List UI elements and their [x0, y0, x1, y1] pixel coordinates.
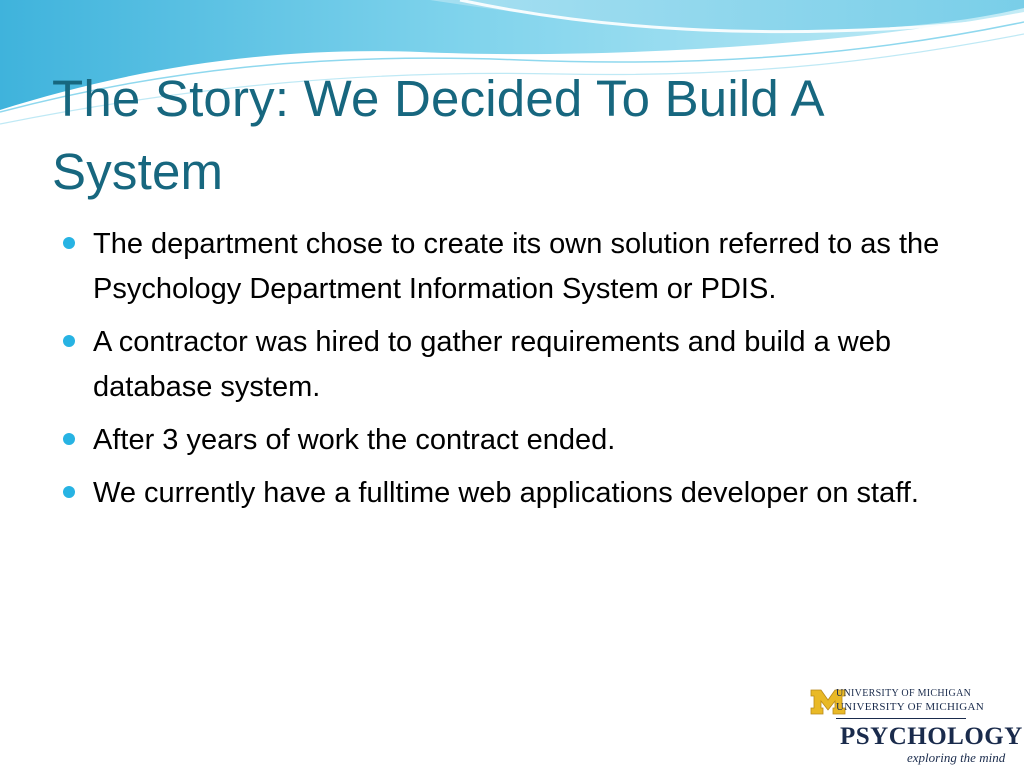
bullet-text: A contractor was hired to gather requirements and build a web database system. — [93, 326, 891, 403]
bullet-text: We currently have a fulltime web applications developer on staff. — [93, 477, 919, 509]
logo-institution: UNIVERSITY OF MICHIGAN — [836, 701, 984, 713]
bullet-text: The department chose to create its own solution referred to as the Psychology Department Information System or PDIS. — [93, 228, 940, 305]
bullet-item — [62, 471, 967, 516]
bullet-item — [62, 418, 967, 463]
logo-institution-small: UNIVERSITY OF MICHIGAN — [836, 688, 972, 699]
logo-divider — [836, 718, 966, 719]
bullet-dot-icon — [63, 486, 75, 498]
bullet-dot-icon — [63, 335, 75, 347]
bullet-dot-icon — [63, 433, 75, 445]
bullet-dot-icon — [63, 237, 75, 249]
bullet-list — [62, 222, 967, 524]
logo-department: PSYCHOLOGY — [840, 723, 1023, 750]
slide-title: The Story: We Decided To Build A System — [52, 70, 822, 200]
bullet-item — [62, 222, 967, 312]
bullet-text: After 3 years of work the contract ended. — [93, 424, 616, 456]
bullet-item — [62, 320, 967, 410]
university-logo — [806, 684, 1024, 768]
logo-tagline: exploring the mind — [907, 750, 1006, 765]
